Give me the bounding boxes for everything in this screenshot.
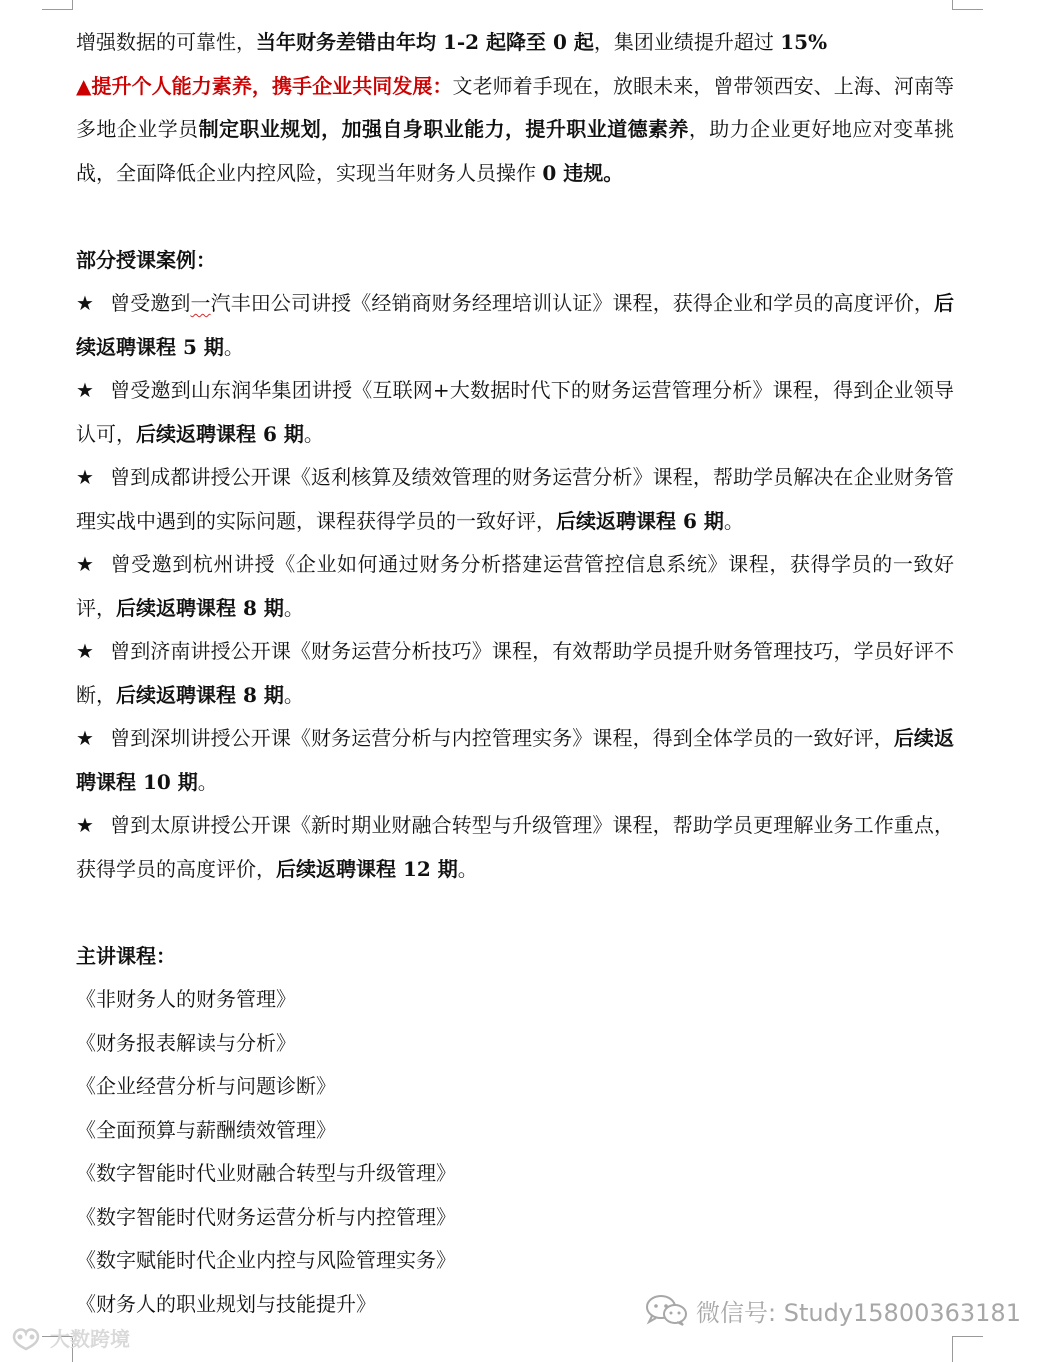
courses-heading: 主讲课程：: [76, 943, 176, 968]
course-item: 《全面预算与薪酬绩效管理》: [76, 1117, 336, 1142]
paragraph-ability: [76, 65, 954, 196]
crop-mark-bottom-right: [952, 1336, 983, 1362]
case-end: 。: [723, 508, 744, 533]
paragraph-bold: 15%: [780, 30, 828, 54]
paragraph-reliability: [76, 21, 954, 65]
case-rehire-count: 后续返聘课程 8 期: [116, 595, 284, 620]
red-lead-heading: ▲提升个人能力素养，携手企业共同发展：: [76, 73, 453, 98]
crop-mark-top-right: [952, 0, 983, 10]
case-text: 曾到深圳讲授公开课《财务运营分析与内控管理实务》课程，得到全体学员的一致好评，: [110, 726, 894, 750]
wechat-icon: [644, 1294, 688, 1326]
wechat-watermark: [644, 1290, 1021, 1330]
case-end: 。: [283, 595, 304, 620]
case-text: 曾到成都讲授公开课《返利核算及绩效管理的财务运营分析》课程，帮助学员解决在企业财务管理实战中遇到的实际问题，课程获得学员的一致好评，: [76, 465, 954, 533]
star-bullet: ★: [76, 465, 94, 489]
blank-line: [76, 195, 954, 239]
paragraph-bold: 当年财务差错由年均 1-2 起降至 0 起: [256, 30, 594, 54]
spellcheck-underline: 一: [190, 291, 211, 315]
course-item: 《企业经营分析与问题诊断》: [76, 1074, 336, 1098]
star-bullet: ★: [76, 726, 94, 750]
case-text: 汽丰田公司讲授《经销商财务经理培训认证》课程，获得企业和学员的高度评价，: [210, 291, 935, 315]
paragraph-bold: 0 违规。: [542, 160, 624, 185]
paragraph-text: 增强数据的可靠性，: [76, 30, 256, 54]
cases-heading: 部分授课案例：: [76, 247, 216, 272]
logo-watermark: [6, 1322, 130, 1352]
case-text: 曾到太原讲授公开课《新时期业财融合转型与升级管理》课程，帮助学员更理解业务工作重点，获得学员的高度评价，: [76, 813, 954, 881]
case-end: 。: [283, 682, 304, 707]
case-item: [76, 543, 954, 630]
case-text: 曾受邀到杭州讲授《企业如何通过财务分析搭建运营管控信息系统》课程，获得学员的一致好评，: [76, 552, 954, 620]
course-item: 《非财务人的财务管理》: [76, 987, 296, 1011]
case-list: [76, 282, 954, 891]
course-item: 《数字智能时代财务运营分析与内控管理》: [76, 1204, 456, 1229]
star-bullet: ★: [76, 291, 94, 315]
paragraph-text: ，助力企业更好地应对变革挑战，全面降低企业内控风险，实现当年财务人员操作: [76, 117, 955, 185]
course-item: 《财务报表解读与分析》: [76, 1030, 296, 1055]
case-end: 。: [197, 769, 218, 794]
case-item: [76, 804, 954, 891]
course-item: 《数字赋能时代企业内控与风险管理实务》: [76, 1248, 456, 1272]
case-text: 曾受邀到山东润华集团讲授《互联网+大数据时代下的财务运营管理分析》课程，得到企业领导认可，: [76, 378, 954, 446]
course-item: 《财务人的职业规划与技能提升》: [76, 1291, 376, 1316]
paragraph-bold: 制定职业规划，加强自身职业能力，提升职业道德素养: [198, 117, 689, 141]
paragraph-text: ，集团业绩提升超过: [593, 30, 781, 54]
blank-line: [76, 891, 954, 935]
case-rehire-count: 后续返聘课程 12 期: [276, 856, 458, 881]
course-item: 《数字智能时代业财融合转型与升级管理》: [76, 1161, 456, 1185]
paragraph-text: 文老师着手现在，放眼未来，曾带领西安、上海、河南等多地企业学员: [76, 73, 955, 141]
document-page: [76, 21, 954, 1326]
case-end: 。: [457, 856, 478, 881]
case-end: 。: [303, 421, 324, 446]
crop-mark-top-left: [42, 0, 73, 10]
star-bullet: ★: [76, 552, 94, 576]
case-text: 曾到济南讲授公开课《财务运营分析技巧》课程，有效帮助学员提升财务管理技巧，学员好评不断，: [76, 639, 954, 707]
case-rehire-count: 后续返聘课程 6 期: [136, 421, 304, 446]
case-text: 曾受邀到: [110, 291, 191, 315]
logo-icon: [6, 1323, 46, 1351]
case-item: [76, 456, 954, 543]
watermark-text: 微信号: Study15800363181: [696, 1298, 1021, 1327]
case-item: [76, 717, 954, 804]
case-rehire-count: 后续返聘课程 6 期: [556, 508, 724, 533]
case-rehire-count: 后续返聘课程 5 期: [76, 291, 955, 359]
case-item: [76, 369, 954, 456]
case-rehire-count: 后续返聘课程 8 期: [116, 682, 284, 707]
case-item: [76, 630, 954, 717]
case-rehire-count: 后续返聘课程 10 期: [76, 726, 955, 794]
case-item: [76, 282, 954, 369]
course-list: [76, 978, 954, 1326]
logo-text: 大数跨境: [50, 1326, 130, 1351]
star-bullet: ★: [76, 378, 94, 402]
star-bullet: ★: [76, 813, 94, 837]
case-end: 。: [223, 334, 244, 359]
star-bullet: ★: [76, 639, 94, 663]
